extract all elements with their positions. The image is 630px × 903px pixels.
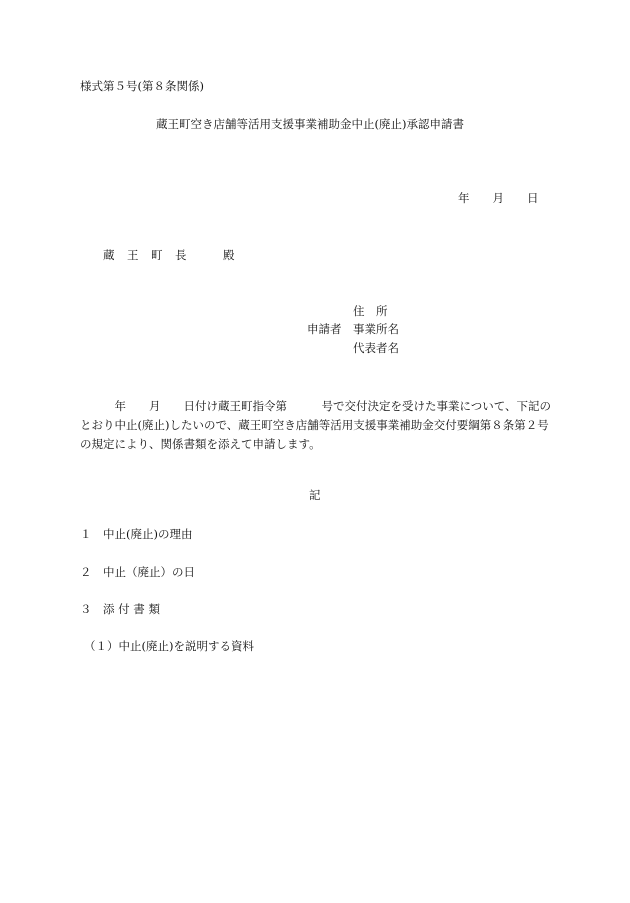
applicant-label: 申請者	[307, 322, 342, 336]
form-number: 様式第５号(第８条関係)	[80, 79, 204, 93]
ki-heading: 記	[309, 488, 321, 502]
body-paragraph: 年 月 日付け蔵王町指令第 号で交付決定を受けた事業について、下記のとおり中止(廃止)したいので、蔵王町空き店舗等活用支援事業補助金交付要綱第８条第２号の規定により、関係書類を添えて申請します。	[80, 399, 552, 451]
representative-label: 代表者名	[353, 341, 399, 355]
list-item-date: ２ 中止（廃止）の日	[80, 565, 195, 579]
address-label: 住 所	[353, 304, 388, 318]
addressee: 蔵 王 町 長 殿	[103, 248, 235, 262]
date-line: 年 月 日	[458, 191, 539, 205]
document-title: 蔵王町空き店舗等活用支援事業補助金中止(廃止)承認申請書	[156, 117, 464, 131]
business-name-label: 事業所名	[353, 322, 399, 336]
list-item-attachments: ３ 添 付 書 類	[80, 602, 160, 616]
list-item-reason: １ 中止(廃止)の理由	[80, 527, 193, 541]
list-item-attachment-explanation: （１）中止(廃止)を説明する資料	[84, 639, 254, 653]
